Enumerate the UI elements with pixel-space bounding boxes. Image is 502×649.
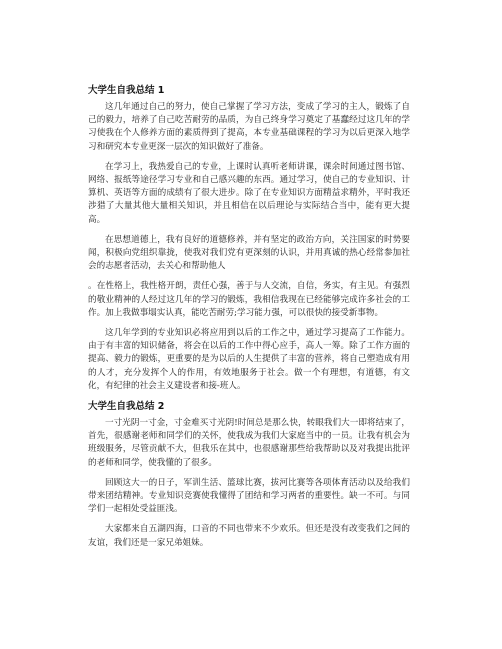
paragraph: 一寸光阴一寸金，寸金难买寸光阴!时间总是那么快，转眼我们大一即将结束了，首先，很感谢老师和同学们的关怀，使我成为我们大家庭当中的一员。让我有机会为班级服务，尽管贡献不大，但我乐在其中，也很感谢那些给我帮助以及对我提出批评的老师和同学，使我懂的了很多。 xyxy=(88,418,410,468)
paragraph: 大家都来自五湖四海，口音的不同也带来不少欢乐。但还是没有改变我们之间的友谊，我们还是一家兄弟姐妹。 xyxy=(88,524,410,548)
paragraph: 。在性格上，我性格开朗，责任心强，善于与人交流，自信，务实，有主见。有强烈的敬业精神的人经过这几年的学习的锻炼，我相信我现在已经能够完成许多社会的工作。加上我做事塌实认真，能吃苦耐劳;学习能力强，可以很快的接受新事物。 xyxy=(88,281,410,318)
section-1 xyxy=(88,84,410,393)
section-title: 大学生自我总结 2 xyxy=(88,401,165,413)
paragraph: 这几年学到的专业知识必将应用到以后的工作之中，通过学习提高了工作能力。由于有丰富的知识储备，将会在以后的工作中得心应手，高人一筹。除了工作方面的提高、毅力的锻炼，更重要的是为以后的人生提供了丰富的营养，将自己塑造成有用的人才，充分发挥个人的作用，有效地服务于社会。做一个有理想，有道德，有文化，有纪律的社会主义建设者和接-班人。 xyxy=(88,328,410,391)
section-2 xyxy=(88,400,410,550)
document-body xyxy=(88,84,410,557)
section-title: 大学生自我总结 1 xyxy=(88,85,165,96)
paragraph: 在学习上，我热爱自己的专业，上课时认真听老师讲课，课余时间通过图书馆、网络、报纸等途径学习专业和自己感兴趣的东西。通过学习，使自己的专业知识、计算机、英语等方面的成绩有了很大进步。除了在专业知识方面精益求精外，平时我还涉猎了大量其他大量相关知识，并且相信在以后理论与实际结合当中，能有更大提高。 xyxy=(88,161,410,225)
paragraph: 在思想道德上，我有良好的道德修养，并有坚定的政治方向，关注国家的时势要闻，积极向党组织靠拢，使我对我们党有更深刻的认识，并用真诚的热心经常参加社会的志愿者活动，去关心和帮助他人 xyxy=(88,234,410,272)
paragraph: 回顾这大一的日子，军训生活、篮球比赛，拔河比赛等各项体育活动以及给我们带来团结精神。专业知识竞赛使我懂得了团结和学习两者的重要性。缺一不可。与同学们一起相处受益匪浅。 xyxy=(88,477,410,515)
paragraph: 这几年通过自己的努力，使自己掌握了学习方法，变成了学习的主人，锻炼了自己的毅力，培养了自己吃苦耐劳的品质，为自己终身学习奠定了基蠢经过这几年的学习使我在个人修养方面的素质得到了提高，本专业基础课程的学习为以后更深入地学习和研究本专业更深一层次的知识做好了准备。 xyxy=(88,102,410,152)
